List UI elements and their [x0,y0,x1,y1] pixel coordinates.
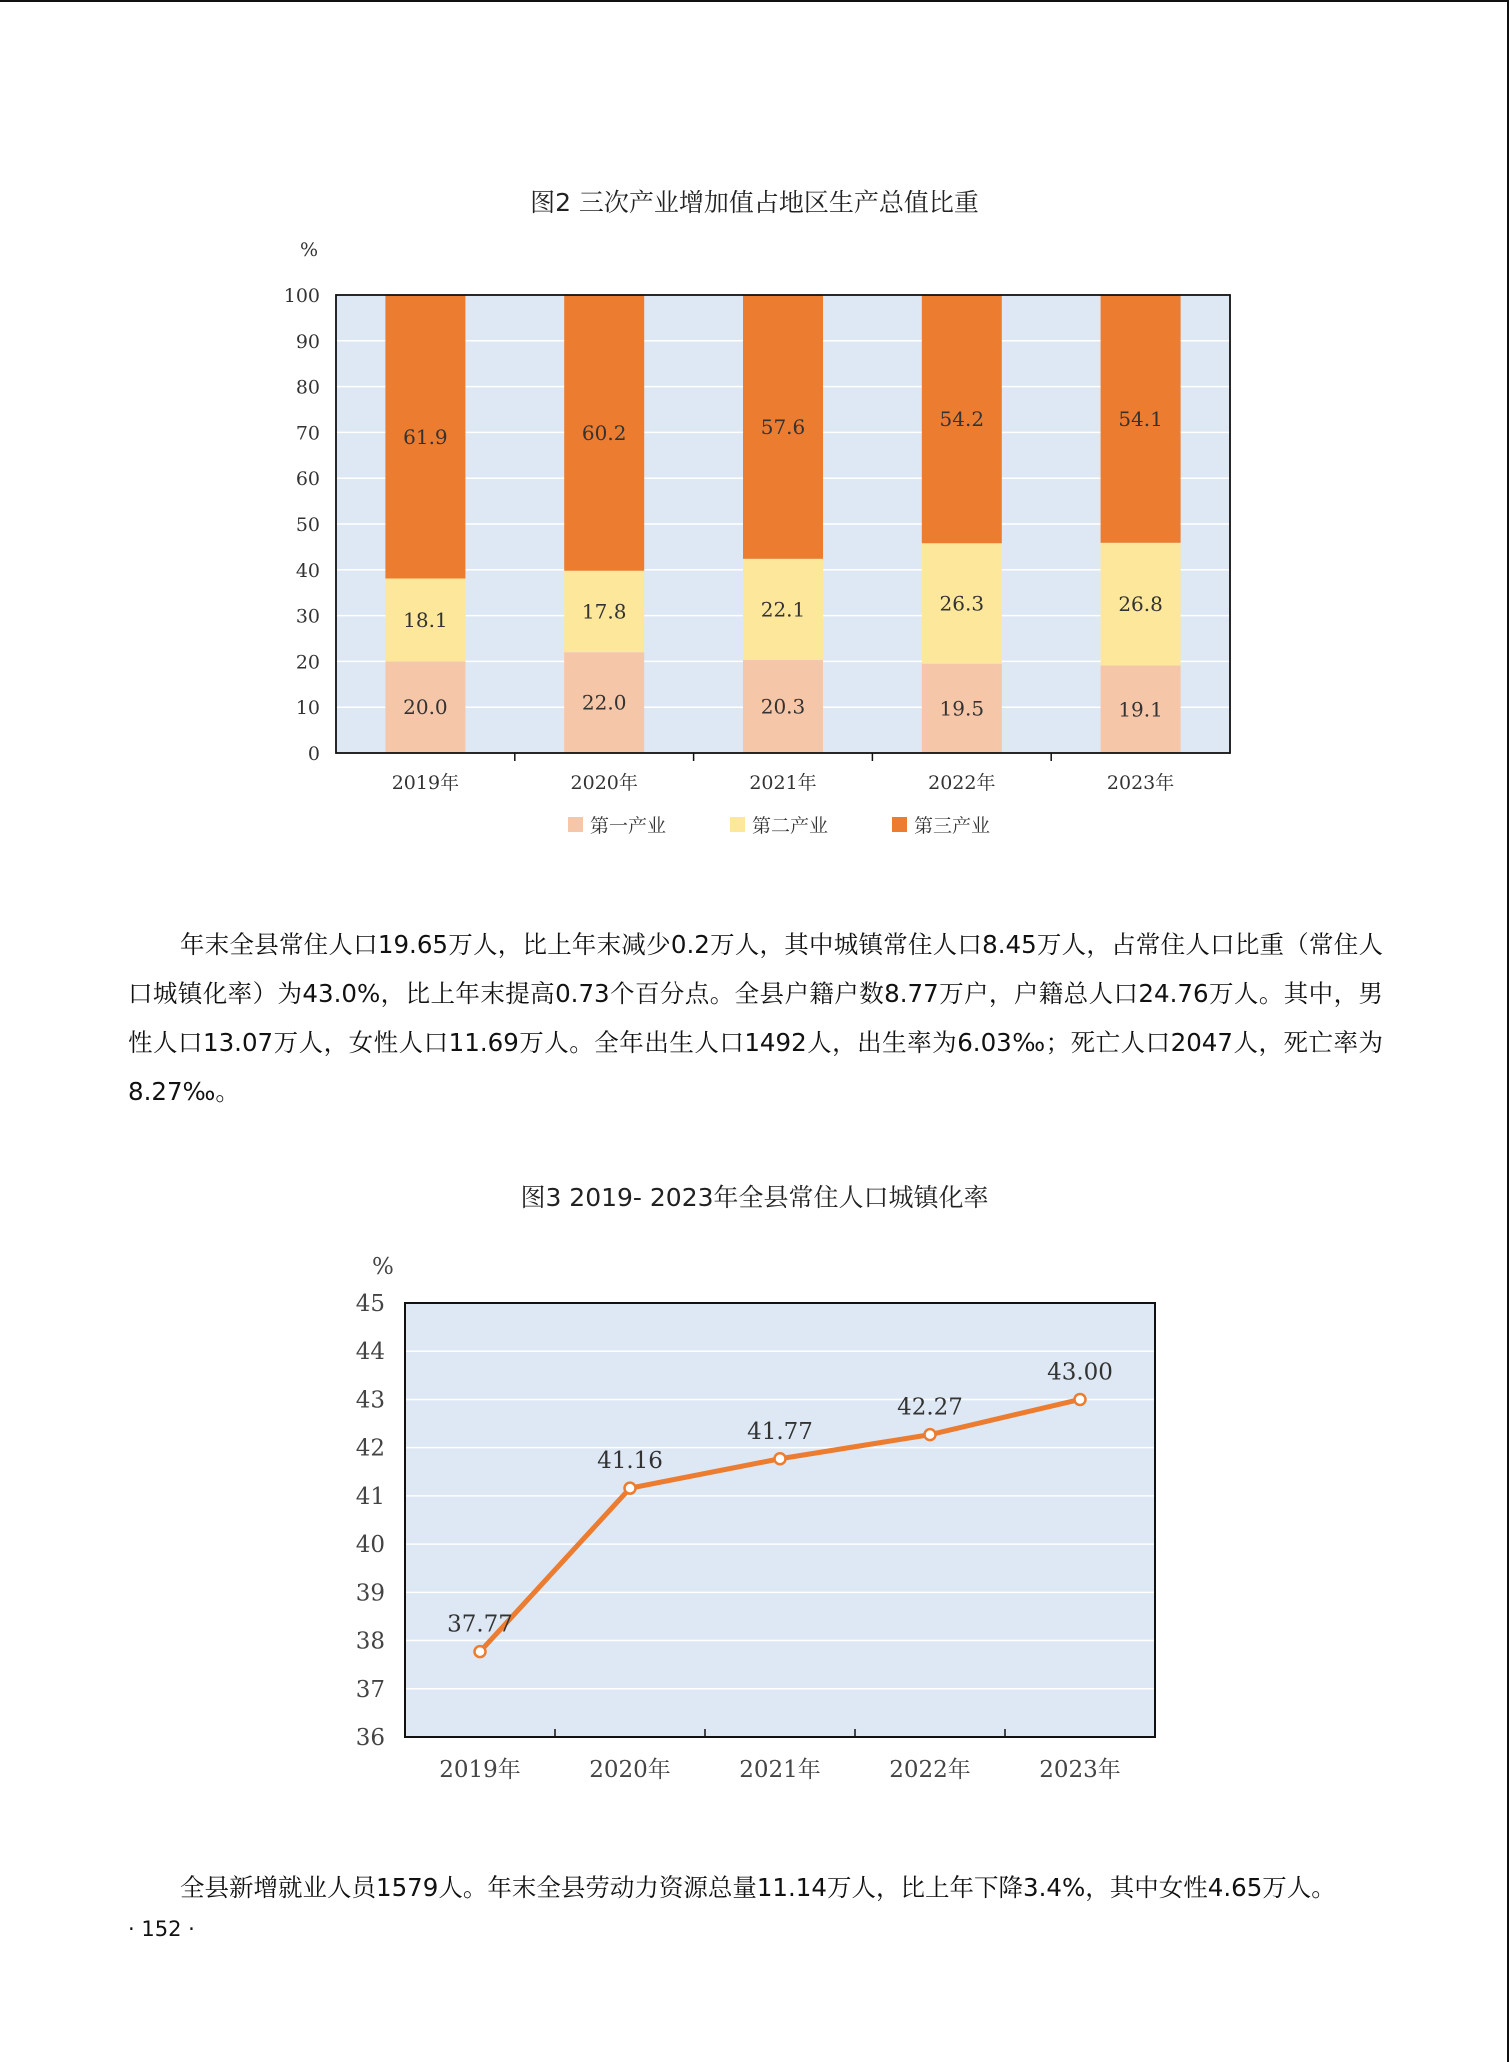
y-tick-label: 40 [355,1532,385,1559]
y-tick-label: 10 [295,697,320,720]
y-tick-label: 0 [307,743,320,765]
y-tick-label: 38 [355,1628,385,1655]
plot-area [405,1303,1155,1737]
y-tick-label: 42 [355,1435,385,1462]
bar-value-label: 22.0 [581,690,627,715]
y-tick-label: 43 [355,1387,385,1414]
y-tick-label: 37 [355,1676,385,1703]
data-point [625,1483,636,1494]
page-number: · 152 · [128,1917,195,1941]
bar-value-label: 60.2 [581,420,627,445]
x-tick-label: 2019年 [439,1757,521,1783]
data-point [925,1429,936,1440]
bar-value-label: 19.1 [1118,697,1163,722]
y-tick-label: 20 [295,651,320,674]
y-tick-label: 45 [355,1291,385,1317]
x-tick-label: 2020年 [589,1757,671,1783]
bar-value-label: 26.3 [939,591,985,616]
x-tick-label: 2019年 [391,772,460,794]
y-tick-label: 80 [295,376,320,399]
data-point [775,1453,786,1464]
x-tick-label: 2022年 [928,772,996,794]
legend-swatch [568,817,583,832]
industry-share-stacked-bar-chart [0,230,1509,870]
legend-label: 第一产业 [590,815,667,837]
data-value-label: 37.77 [447,1611,513,1638]
chart1-title: 图2 三次产业增加值占地区生产总值比重 [530,188,979,217]
data-value-label: 41.77 [747,1418,813,1445]
bar-value-label: 61.9 [403,424,448,449]
y-tick-label: 36 [355,1725,385,1751]
data-value-label: 41.16 [597,1448,663,1475]
bar-value-label: 20.3 [760,694,806,719]
urbanization-rate-line-chart [0,1240,1509,1800]
bar-value-label: 54.2 [939,407,985,432]
y-tick-label: 70 [295,422,320,445]
bar-value-label: 57.6 [760,414,806,439]
x-tick-label: 2022年 [889,1757,971,1783]
y-tick-label: 100 [283,285,320,307]
legend-label: 第三产业 [914,815,991,837]
bar-value-label: 19.5 [939,696,985,721]
x-tick-label: 2020年 [570,772,638,794]
y-axis-unit: % [300,239,319,261]
y-tick-label: 41 [355,1483,385,1510]
y-tick-label: 90 [295,330,320,353]
bar-value-label: 22.1 [760,597,806,622]
y-tick-label: 39 [355,1580,385,1607]
bar-value-label: 54.1 [1118,406,1163,431]
y-tick-label: 44 [355,1339,385,1366]
x-tick-label: 2021年 [749,772,817,794]
top-border [0,0,1509,2]
data-point [1075,1394,1086,1405]
x-tick-label: 2021年 [739,1757,821,1783]
y-tick-label: 30 [295,605,320,628]
y-tick-label: 60 [295,468,320,491]
legend-swatch [892,817,907,832]
bar-value-label: 20.0 [403,695,448,720]
data-value-label: 43.00 [1047,1359,1113,1386]
bar-value-label: 26.8 [1118,592,1163,617]
bar-value-label: 17.8 [581,599,627,624]
x-tick-label: 2023年 [1106,772,1175,794]
y-axis-unit: % [372,1254,394,1280]
employment-paragraph: 全县新增就业人员1579人。年末全县劳动力资源总量11.14万人，比上年下降3.4%，其中女性4.65万人。 [180,1873,1336,1902]
y-tick-label: 40 [295,559,320,582]
bar-value-label: 18.1 [403,607,448,632]
chart2-title: 图3 2019- 2023年全县常住人口城镇化率 [520,1183,989,1212]
legend-label: 第二产业 [752,815,829,837]
legend-swatch [730,817,745,832]
population-paragraph: 年末全县常住人口19.65万人，比上年末减少0.2万人，其中城镇常住人口8.45万人，占常住人口比重（常住人口城镇化率）为43.0%，比上年末提高0.73个百分点。全县户籍户数8.77万户，户籍总人口24.76万人。其中，男性人口13.07万人，女性人口11.69万人。全年出生人口1492人，出生率为6.03‰；死亡人口2047人，死亡率为8.27‰。 [128,930,1383,1106]
data-value-label: 42.27 [897,1394,963,1421]
x-tick-label: 2023年 [1039,1757,1121,1783]
y-tick-label: 50 [295,514,320,536]
data-point [475,1646,486,1657]
